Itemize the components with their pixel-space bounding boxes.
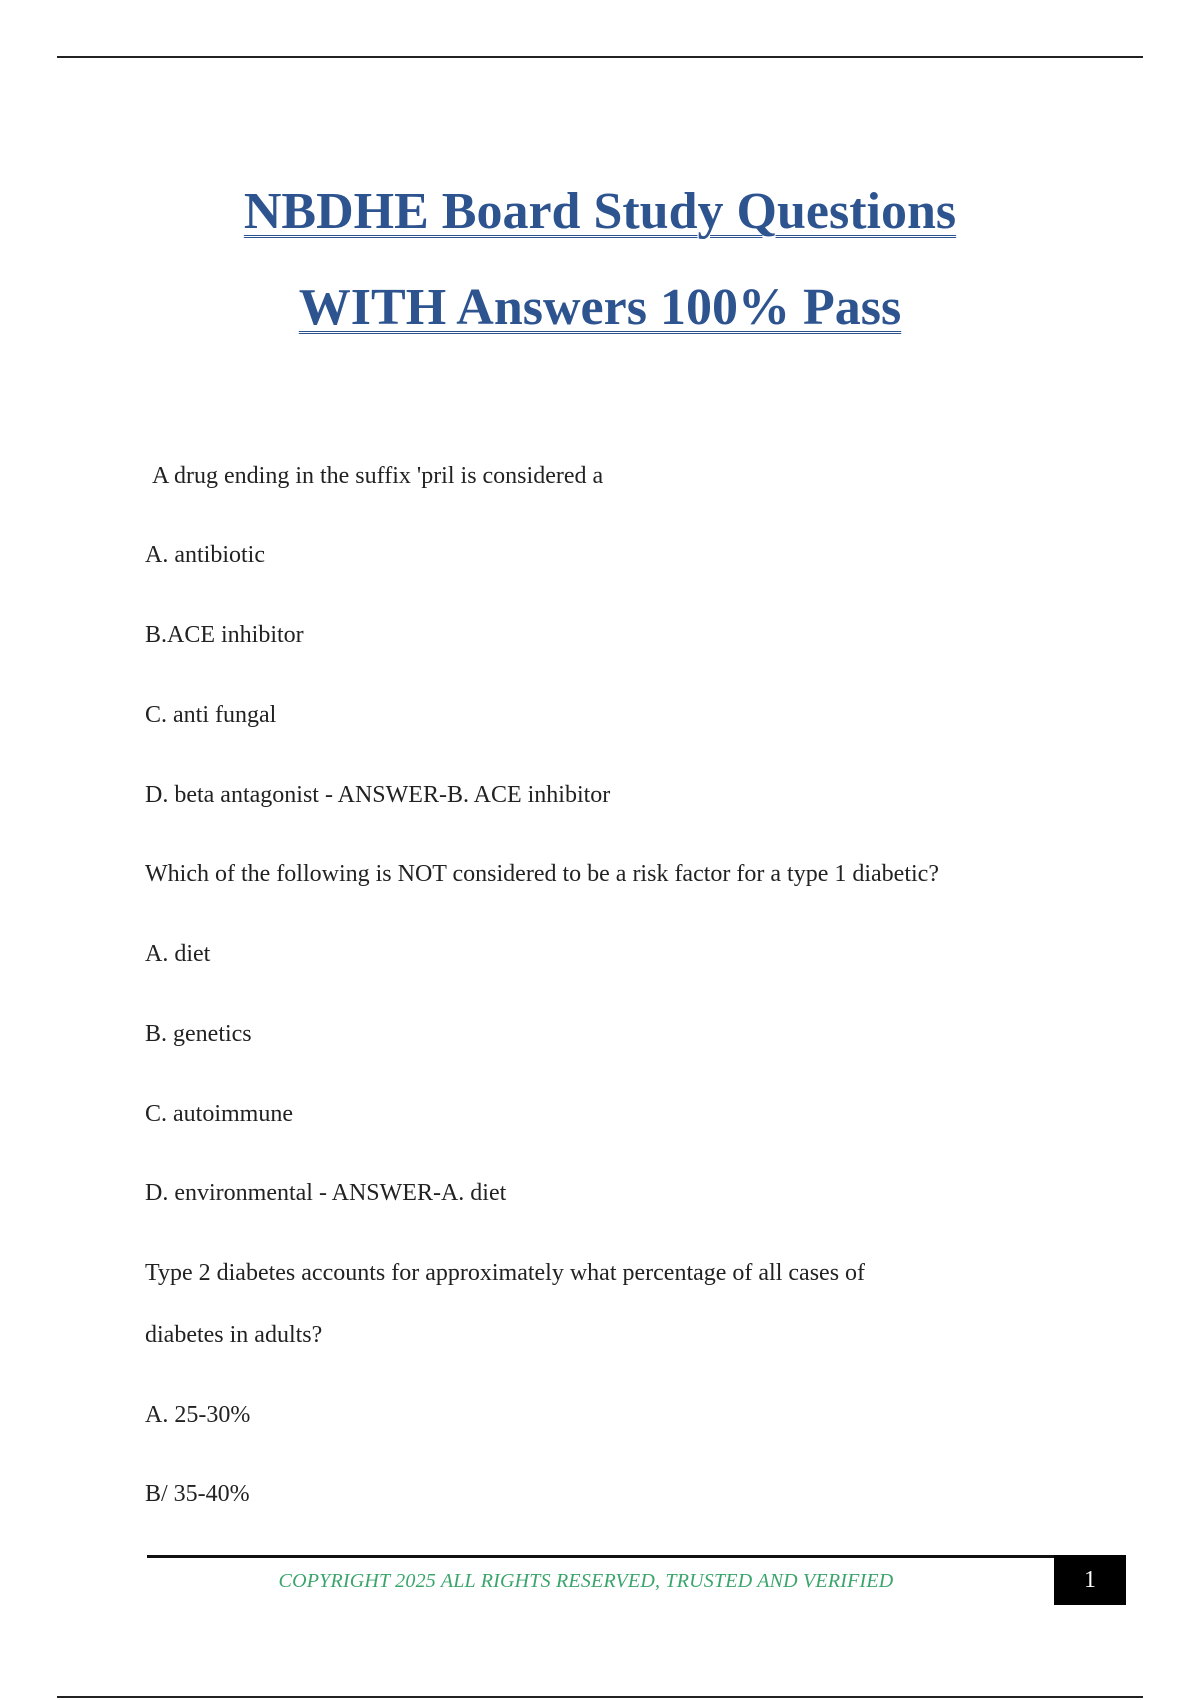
question-1-option-b: B.ACE inhibitor: [145, 622, 304, 648]
question-1-option-d-answer: D. beta antagonist - ANSWER-B. ACE inhibitor: [145, 782, 611, 808]
question-2-option-a: A. diet: [145, 941, 211, 967]
footer-copyright: COPYRIGHT 2025 ALL RIGHTS RESERVED, TRUSTED AND VERIFIED: [278, 1570, 894, 1592]
bottom-rule: [57, 1696, 1143, 1698]
page-number: 1: [1054, 1555, 1126, 1605]
question-1-option-c: C. anti fungal: [145, 702, 277, 728]
question-3-option-a: A. 25-30%: [145, 1402, 251, 1428]
document-title-line-2: WITH Answers 100% Pass: [298, 279, 902, 336]
top-rule: [57, 56, 1143, 58]
question-2-option-b: B. genetics: [145, 1021, 252, 1047]
footer-rule: [147, 1555, 1055, 1558]
question-3-option-b: B/ 35-40%: [145, 1481, 250, 1507]
question-2-text: Which of the following is NOT considered to be a risk factor for a type 1 diabetic?: [145, 861, 939, 887]
question-3-text-line-2: diabetes in adults?: [145, 1322, 323, 1348]
question-1-text: A drug ending in the suffix 'pril is considered a: [152, 463, 604, 489]
question-1-option-a: A. antibiotic: [145, 542, 265, 568]
question-2-option-c: C. autoimmune: [145, 1101, 293, 1127]
question-2-option-d-answer: D. environmental - ANSWER-A. diet: [145, 1180, 507, 1206]
question-3-text-line-1: Type 2 diabetes accounts for approximately what percentage of all cases of: [145, 1260, 866, 1286]
document-title-line-1: NBDHE Board Study Questions: [243, 183, 957, 240]
